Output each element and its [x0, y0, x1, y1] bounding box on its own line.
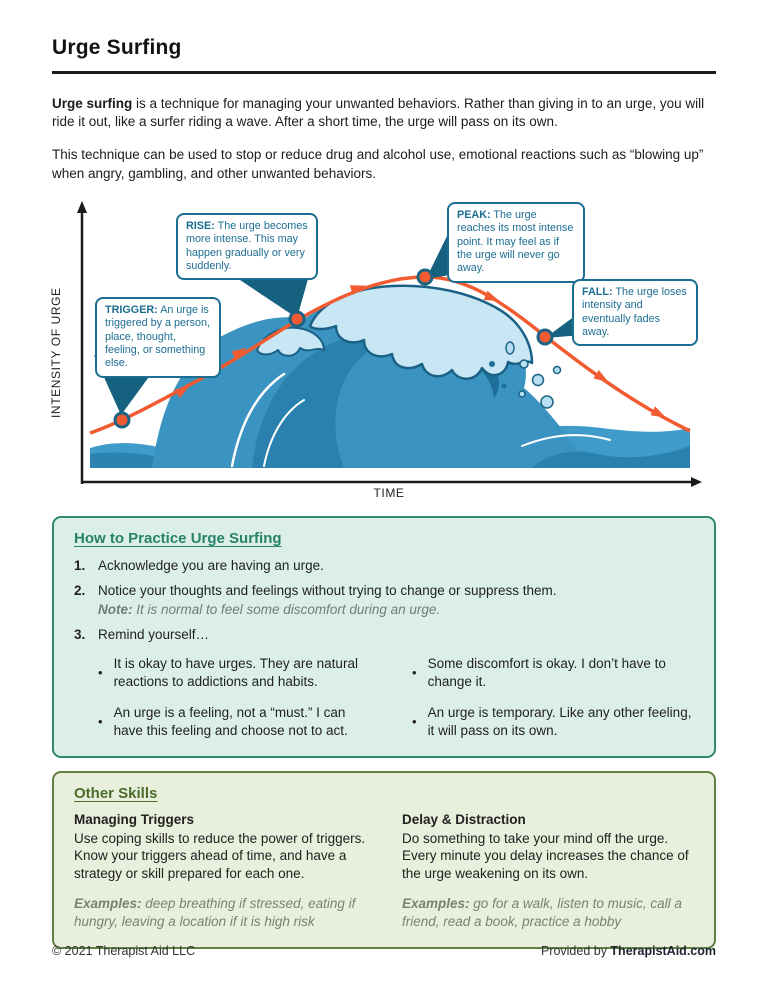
- callout-rise-label: RISE:: [186, 219, 215, 232]
- skills-title: Other Skills: [74, 784, 158, 802]
- callout-fall-text: The urge loses intensity and eventually fades away.: [582, 285, 687, 338]
- callout-fall-label: FALL:: [582, 285, 613, 298]
- skill-examples: [402, 895, 694, 931]
- y-axis-arrow-icon: [77, 201, 87, 213]
- skill-body: Do something to take your mind off the urge. Every minute you delay increases the chance of the urge weakening on its own.: [402, 830, 689, 882]
- practice-box: [52, 516, 716, 758]
- footer: [52, 944, 716, 958]
- step-number: 2.: [74, 582, 86, 598]
- footer-provided-prefix: Provided by: [540, 944, 611, 958]
- practice-title: How to Practice Urge Surfing: [74, 529, 282, 547]
- bullet-icon: •: [412, 665, 417, 681]
- droplet: [554, 366, 561, 373]
- reminder-item: [412, 704, 692, 740]
- droplet-dark: [489, 361, 495, 367]
- examples-label: Examples:: [74, 896, 142, 912]
- step-note-text: It is normal to feel some discomfort during an urge.: [132, 601, 441, 617]
- practice-step: [74, 626, 694, 644]
- callout-fall: [572, 279, 698, 347]
- intro-paragraph-2: This technique can be used to stop or reduce drug and alcohol use, emotional reactions such as “blowing up” when angry, gambling, and other unwanted behaviors.: [52, 147, 704, 181]
- callout-rise-text: The urge becomes more intense. This may happen gradually or very suddenly.: [186, 219, 308, 272]
- footer-brand: TherapistAid.com: [610, 944, 716, 958]
- callout-peak-text: The urge reaches its most intense point. It may feel as if the urge will never go away.: [457, 208, 574, 275]
- y-axis-label: INTENSITY OF URGE: [49, 287, 63, 419]
- reminder-text: An urge is a feeling, not a “must.” I can have this feeling and choose not to act.: [113, 704, 348, 738]
- reminder-item: [98, 655, 378, 691]
- title-rule: [52, 71, 716, 74]
- droplet-dark: [502, 383, 507, 388]
- reminder-text: Some discomfort is okay. I don’t have to change it.: [427, 655, 666, 689]
- examples-label: Examples:: [402, 896, 470, 912]
- x-axis-label: TIME: [373, 485, 405, 500]
- skill-body: Use coping skills to reduce the power of triggers. Know your triggers ahead of time, and have a strategy or skill prepared for each one.: [74, 830, 366, 882]
- footer-provided: [541, 944, 716, 958]
- intro-paragraph-1-text: is a technique for managing your unwanted behaviors. Rather than giving in to an urge, you will ride it out, like a surfer riding a wave. After a short time, the urge will pass on its own.: [52, 96, 705, 130]
- skill-examples: [74, 895, 366, 931]
- urge-wave-diagram: [49, 198, 716, 500]
- footer-copyright: © 2021 Therapist Aid LLC: [52, 944, 196, 958]
- skills-grid: [74, 812, 694, 932]
- marker-trigger: [115, 413, 129, 427]
- droplet: [541, 396, 553, 408]
- skill-heading: Delay & Distraction: [402, 811, 526, 827]
- step-number: 1.: [74, 557, 86, 573]
- step-number: 3.: [74, 626, 86, 642]
- step-text: [98, 582, 557, 619]
- droplet: [533, 374, 544, 385]
- step-note-label: Note:: [98, 601, 133, 617]
- bullet-icon: •: [412, 714, 417, 730]
- droplet: [520, 360, 528, 368]
- skills-box: [52, 771, 716, 950]
- reminder-item: [98, 704, 378, 740]
- skill-heading: Managing Triggers: [74, 811, 195, 827]
- marker-peak: [418, 270, 432, 284]
- skill-column-delay-distraction: [402, 812, 694, 932]
- callout-peak-label: PEAK:: [457, 208, 491, 221]
- bullet-icon: •: [98, 714, 103, 730]
- step-text: Acknowledge you are having an urge.: [98, 557, 324, 573]
- page-title: Urge Surfing: [52, 36, 182, 59]
- callout-rise: [176, 213, 318, 281]
- intro-paragraph-1: [52, 95, 716, 131]
- examples-text: go for a walk, listen to music, call a friend, read a book, practice a hobby: [402, 896, 682, 930]
- reminder-item: [412, 655, 692, 691]
- marker-fall: [538, 330, 552, 344]
- callout-trigger-text: An urge is triggered by a person, place, thought, feeling, or something else.: [105, 303, 211, 370]
- callout-trigger-label: TRIGGER:: [105, 303, 158, 316]
- callout-trigger: [95, 297, 221, 378]
- reminder-text: An urge is temporary. Like any other feeling, it will pass on its own.: [427, 704, 692, 738]
- practice-step: [74, 557, 694, 575]
- droplet: [519, 391, 525, 397]
- skill-column-managing-triggers: [74, 812, 366, 932]
- intro-lead-bold: Urge surfing: [52, 96, 133, 111]
- callout-peak: [447, 202, 585, 283]
- reminders-grid: [98, 655, 692, 740]
- bullet-icon: •: [98, 665, 103, 681]
- step-text-main: Notice your thoughts and feelings without trying to change or suppress them.: [98, 582, 557, 598]
- practice-step: [74, 582, 694, 619]
- examples-text: deep breathing if stressed, eating if hungry, leaving a location if it is high risk: [74, 896, 356, 930]
- marker-rise: [290, 312, 304, 326]
- step-note: [98, 601, 557, 619]
- reminder-text: It is okay to have urges. They are natural reactions to addictions and habits.: [113, 655, 358, 689]
- droplet: [506, 342, 514, 354]
- step-text: Remind yourself…: [98, 626, 210, 642]
